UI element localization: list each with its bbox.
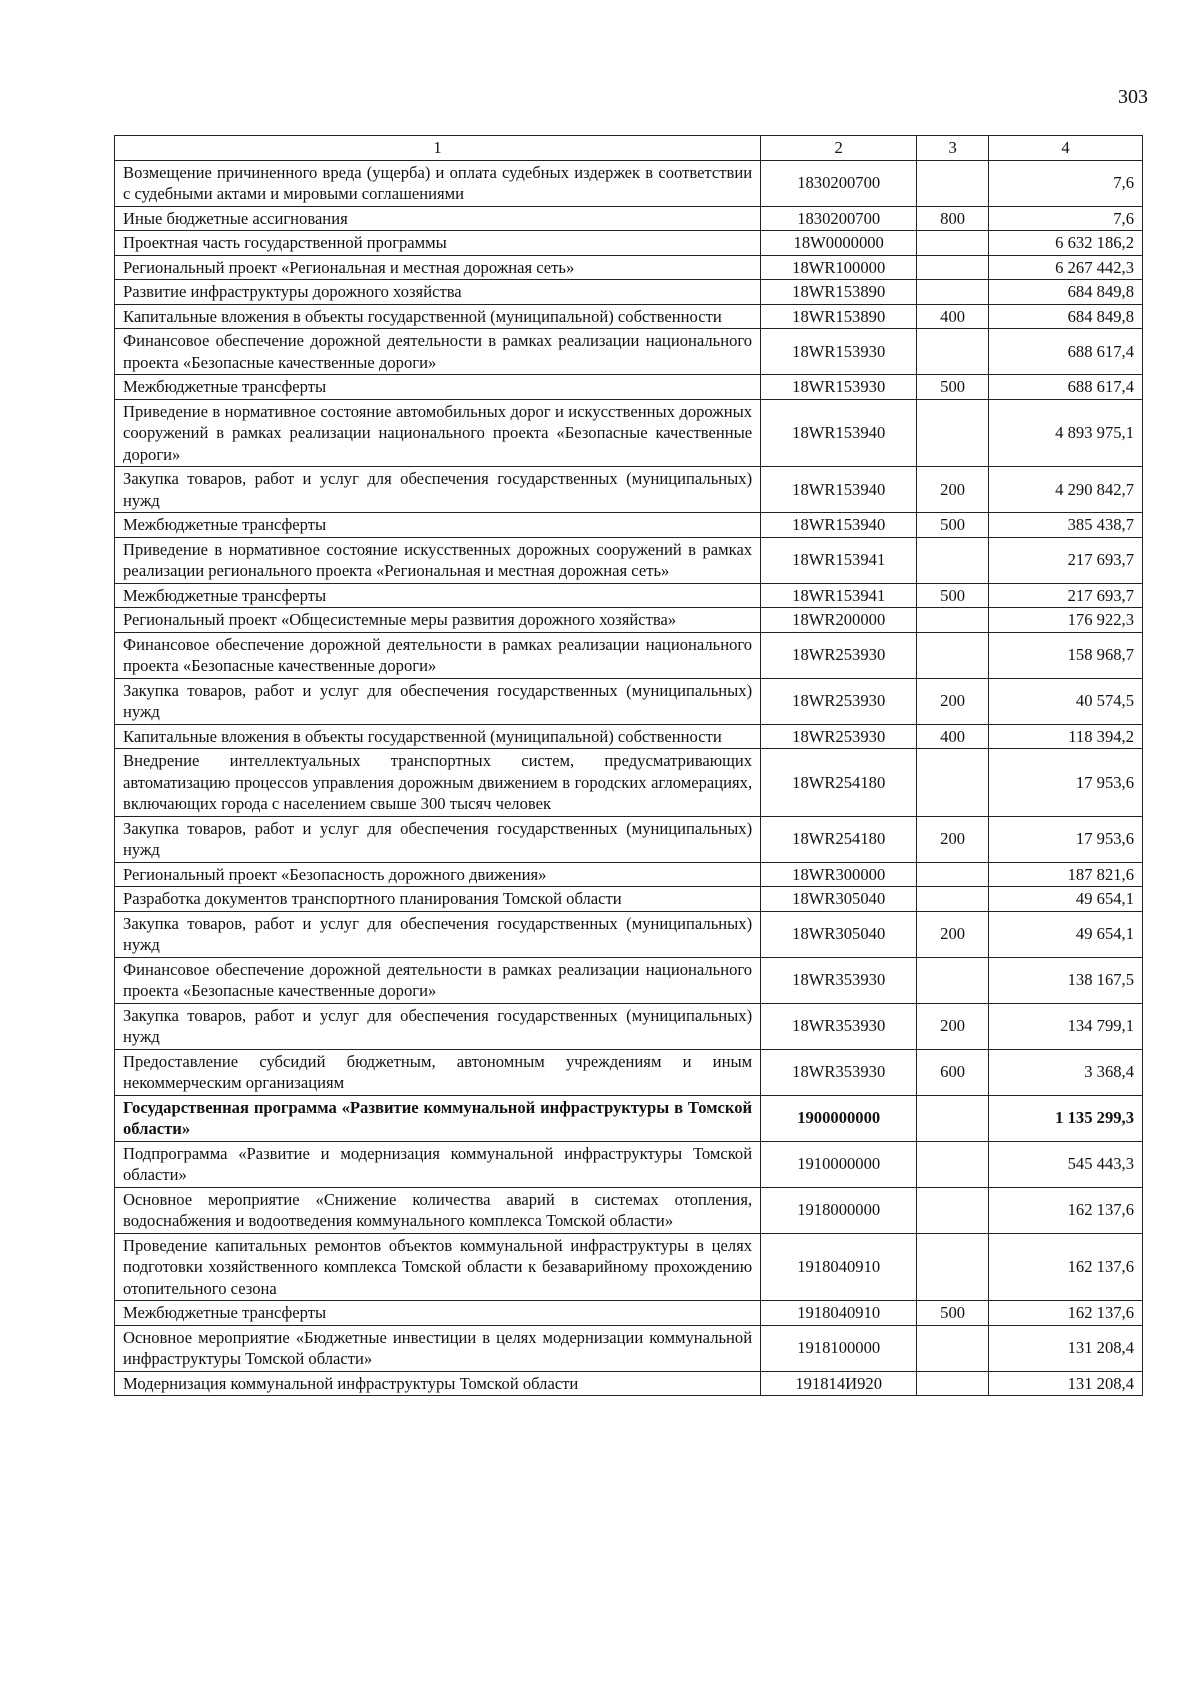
table-row — [115, 1003, 1143, 1049]
row-code: 18WR153930 — [761, 375, 917, 400]
table-row — [115, 467, 1143, 513]
row-expense-type — [917, 887, 989, 912]
row-expense-type: 400 — [917, 304, 989, 329]
row-amount: 49 654,1 — [988, 887, 1142, 912]
row-name: Основное мероприятие «Бюджетные инвестиции в целях модернизации коммунальной инфраструктуры Томской области» — [115, 1325, 761, 1371]
column-header-type: 3 — [917, 136, 989, 161]
row-code: 18WR153890 — [761, 280, 917, 305]
row-expense-type — [917, 329, 989, 375]
row-expense-type: 500 — [917, 513, 989, 538]
row-amount: 40 574,5 — [988, 678, 1142, 724]
table-row — [115, 957, 1143, 1003]
row-expense-type — [917, 537, 989, 583]
row-amount: 3 368,4 — [988, 1049, 1142, 1095]
row-code: 1900000000 — [761, 1095, 917, 1141]
row-amount: 162 137,6 — [988, 1301, 1142, 1326]
row-code: 18WR353930 — [761, 1049, 917, 1095]
table-row — [115, 862, 1143, 887]
row-code: 18WR253930 — [761, 678, 917, 724]
table-row — [115, 160, 1143, 206]
row-amount: 118 394,2 — [988, 724, 1142, 749]
table-row — [115, 724, 1143, 749]
row-amount: 6 267 442,3 — [988, 255, 1142, 280]
row-amount: 217 693,7 — [988, 537, 1142, 583]
row-name: Капитальные вложения в объекты государственной (муниципальной) собственности — [115, 304, 761, 329]
row-code: 191814И920 — [761, 1371, 917, 1396]
row-expense-type — [917, 632, 989, 678]
row-expense-type: 200 — [917, 467, 989, 513]
row-amount: 6 632 186,2 — [988, 231, 1142, 256]
column-header-sum: 4 — [988, 136, 1142, 161]
row-name: Проектная часть государственной программы — [115, 231, 761, 256]
row-amount: 688 617,4 — [988, 375, 1142, 400]
row-amount: 7,6 — [988, 206, 1142, 231]
row-code: 1918040910 — [761, 1233, 917, 1301]
row-name: Государственная программа «Развитие коммунальной инфраструктуры в Томской области» — [115, 1095, 761, 1141]
table-row — [115, 608, 1143, 633]
row-name: Региональный проект «Безопасность дорожного движения» — [115, 862, 761, 887]
row-amount: 162 137,6 — [988, 1187, 1142, 1233]
row-amount: 131 208,4 — [988, 1325, 1142, 1371]
row-name: Региональный проект «Региональная и местная дорожная сеть» — [115, 255, 761, 280]
row-expense-type: 200 — [917, 911, 989, 957]
table-row — [115, 513, 1143, 538]
table-row — [115, 632, 1143, 678]
row-name: Приведение в нормативное состояние автомобильных дорог и искусственных дорожных сооружений в рамках реализации национального проекта «Безопасные качественные дороги» — [115, 399, 761, 467]
row-code: 1910000000 — [761, 1141, 917, 1187]
row-amount: 138 167,5 — [988, 957, 1142, 1003]
table-row — [115, 304, 1143, 329]
row-amount: 134 799,1 — [988, 1003, 1142, 1049]
row-amount: 17 953,6 — [988, 749, 1142, 817]
row-expense-type: 500 — [917, 375, 989, 400]
row-amount: 217 693,7 — [988, 583, 1142, 608]
row-amount: 7,6 — [988, 160, 1142, 206]
table-row — [115, 1049, 1143, 1095]
page-number: 303 — [1118, 86, 1148, 108]
row-name: Межбюджетные трансферты — [115, 1301, 761, 1326]
row-code: 18WR153941 — [761, 537, 917, 583]
row-amount: 158 968,7 — [988, 632, 1142, 678]
row-name: Подпрограмма «Развитие и модернизация коммунальной инфраструктуры Томской области» — [115, 1141, 761, 1187]
row-code: 18WR353930 — [761, 1003, 917, 1049]
row-name: Межбюджетные трансферты — [115, 513, 761, 538]
row-name: Закупка товаров, работ и услуг для обеспечения государственных (муниципальных) нужд — [115, 816, 761, 862]
column-header-code: 2 — [761, 136, 917, 161]
row-code: 18WR305040 — [761, 887, 917, 912]
row-expense-type — [917, 957, 989, 1003]
row-amount: 684 849,8 — [988, 304, 1142, 329]
row-expense-type — [917, 231, 989, 256]
table-row — [115, 1095, 1143, 1141]
row-expense-type — [917, 1371, 989, 1396]
row-amount: 176 922,3 — [988, 608, 1142, 633]
row-expense-type: 600 — [917, 1049, 989, 1095]
row-amount: 545 443,3 — [988, 1141, 1142, 1187]
row-amount: 49 654,1 — [988, 911, 1142, 957]
header-row — [115, 136, 1143, 161]
row-code: 1830200700 — [761, 206, 917, 231]
row-expense-type — [917, 1187, 989, 1233]
row-code: 1918000000 — [761, 1187, 917, 1233]
table-row — [115, 399, 1143, 467]
budget-table — [114, 135, 1143, 1396]
row-name: Закупка товаров, работ и услуг для обеспечения государственных (муниципальных) нужд — [115, 911, 761, 957]
row-name: Основное мероприятие «Снижение количества аварий в системах отопления, водоснабжения и водоотведения коммунального комплекса Томской области» — [115, 1187, 761, 1233]
column-header-name: 1 — [115, 136, 761, 161]
row-expense-type — [917, 862, 989, 887]
row-code: 18WR253930 — [761, 632, 917, 678]
table-row — [115, 1141, 1143, 1187]
row-name: Капитальные вложения в объекты государственной (муниципальной) собственности — [115, 724, 761, 749]
row-expense-type — [917, 1325, 989, 1371]
row-name: Финансовое обеспечение дорожной деятельности в рамках реализации национального проекта «Безопасные качественные дороги» — [115, 957, 761, 1003]
row-expense-type — [917, 160, 989, 206]
row-amount: 17 953,6 — [988, 816, 1142, 862]
row-expense-type: 800 — [917, 206, 989, 231]
row-code: 18WR153940 — [761, 399, 917, 467]
row-code: 18WR153941 — [761, 583, 917, 608]
row-name: Иные бюджетные ассигнования — [115, 206, 761, 231]
row-expense-type: 500 — [917, 1301, 989, 1326]
row-code: 18WR353930 — [761, 957, 917, 1003]
row-name: Развитие инфраструктуры дорожного хозяйства — [115, 280, 761, 305]
table-row — [115, 231, 1143, 256]
row-code: 18WR100000 — [761, 255, 917, 280]
table-row — [115, 255, 1143, 280]
row-name: Модернизация коммунальной инфраструктуры Томской области — [115, 1371, 761, 1396]
row-amount: 4 290 842,7 — [988, 467, 1142, 513]
row-name: Закупка товаров, работ и услуг для обеспечения государственных (муниципальных) нужд — [115, 1003, 761, 1049]
table-row — [115, 887, 1143, 912]
row-expense-type — [917, 280, 989, 305]
row-name: Финансовое обеспечение дорожной деятельности в рамках реализации национального проекта «Безопасные качественные дороги» — [115, 329, 761, 375]
row-name: Внедрение интеллектуальных транспортных систем, предусматривающих автоматизацию процессов управления дорожным движением в городских агломерациях, включающих города с населением свыше 300 тысяч человек — [115, 749, 761, 817]
row-expense-type — [917, 399, 989, 467]
table-row — [115, 1371, 1143, 1396]
row-expense-type: 500 — [917, 583, 989, 608]
row-name: Межбюджетные трансферты — [115, 375, 761, 400]
row-code: 1830200700 — [761, 160, 917, 206]
table-row — [115, 816, 1143, 862]
row-expense-type: 400 — [917, 724, 989, 749]
row-name: Закупка товаров, работ и услуг для обеспечения государственных (муниципальных) нужд — [115, 467, 761, 513]
table-row — [115, 1325, 1143, 1371]
row-code: 18WR153940 — [761, 467, 917, 513]
table-row — [115, 1233, 1143, 1301]
row-amount: 385 438,7 — [988, 513, 1142, 538]
table-row — [115, 749, 1143, 817]
row-expense-type — [917, 1141, 989, 1187]
row-expense-type — [917, 1095, 989, 1141]
row-expense-type: 200 — [917, 1003, 989, 1049]
row-code: 18WR253930 — [761, 724, 917, 749]
row-code: 18W0000000 — [761, 231, 917, 256]
table-row — [115, 537, 1143, 583]
row-expense-type — [917, 749, 989, 817]
table-row — [115, 206, 1143, 231]
row-name: Предоставление субсидий бюджетным, автономным учреждениям и иным некоммерческим организациям — [115, 1049, 761, 1095]
row-name: Возмещение причиненного вреда (ущерба) и оплата судебных издержек в соответствии с судебными актами и мировыми соглашениями — [115, 160, 761, 206]
row-code: 18WR153890 — [761, 304, 917, 329]
row-expense-type: 200 — [917, 816, 989, 862]
row-code: 18WR300000 — [761, 862, 917, 887]
table-row — [115, 280, 1143, 305]
row-name: Приведение в нормативное состояние искусственных дорожных сооружений в рамках реализации регионального проекта «Региональная и местная дорожная сеть» — [115, 537, 761, 583]
row-code: 18WR305040 — [761, 911, 917, 957]
table-row — [115, 1301, 1143, 1326]
row-name: Проведение капитальных ремонтов объектов коммунальной инфраструктуры в целях подготовки хозяйственного комплекса Томской области к безаварийному прохождению отопительного сезона — [115, 1233, 761, 1301]
row-expense-type — [917, 608, 989, 633]
row-amount: 4 893 975,1 — [988, 399, 1142, 467]
row-code: 18WR153930 — [761, 329, 917, 375]
row-code: 1918100000 — [761, 1325, 917, 1371]
row-code: 18WR200000 — [761, 608, 917, 633]
row-name: Межбюджетные трансферты — [115, 583, 761, 608]
table-row — [115, 911, 1143, 957]
row-amount: 688 617,4 — [988, 329, 1142, 375]
table-row — [115, 375, 1143, 400]
row-name: Финансовое обеспечение дорожной деятельности в рамках реализации национального проекта «Безопасные качественные дороги» — [115, 632, 761, 678]
row-name: Закупка товаров, работ и услуг для обеспечения государственных (муниципальных) нужд — [115, 678, 761, 724]
row-amount: 187 821,6 — [988, 862, 1142, 887]
row-amount: 162 137,6 — [988, 1233, 1142, 1301]
row-expense-type — [917, 255, 989, 280]
row-code: 18WR153940 — [761, 513, 917, 538]
row-name: Региональный проект «Общесистемные меры развития дорожного хозяйства» — [115, 608, 761, 633]
row-code: 18WR254180 — [761, 749, 917, 817]
table-row — [115, 583, 1143, 608]
table-row — [115, 1187, 1143, 1233]
row-name: Разработка документов транспортного планирования Томской области — [115, 887, 761, 912]
table-row — [115, 329, 1143, 375]
row-code: 1918040910 — [761, 1301, 917, 1326]
row-expense-type: 200 — [917, 678, 989, 724]
row-amount: 131 208,4 — [988, 1371, 1142, 1396]
table-body — [115, 160, 1143, 1396]
row-amount: 684 849,8 — [988, 280, 1142, 305]
row-expense-type — [917, 1233, 989, 1301]
table-row — [115, 678, 1143, 724]
row-code: 18WR254180 — [761, 816, 917, 862]
row-amount: 1 135 299,3 — [988, 1095, 1142, 1141]
